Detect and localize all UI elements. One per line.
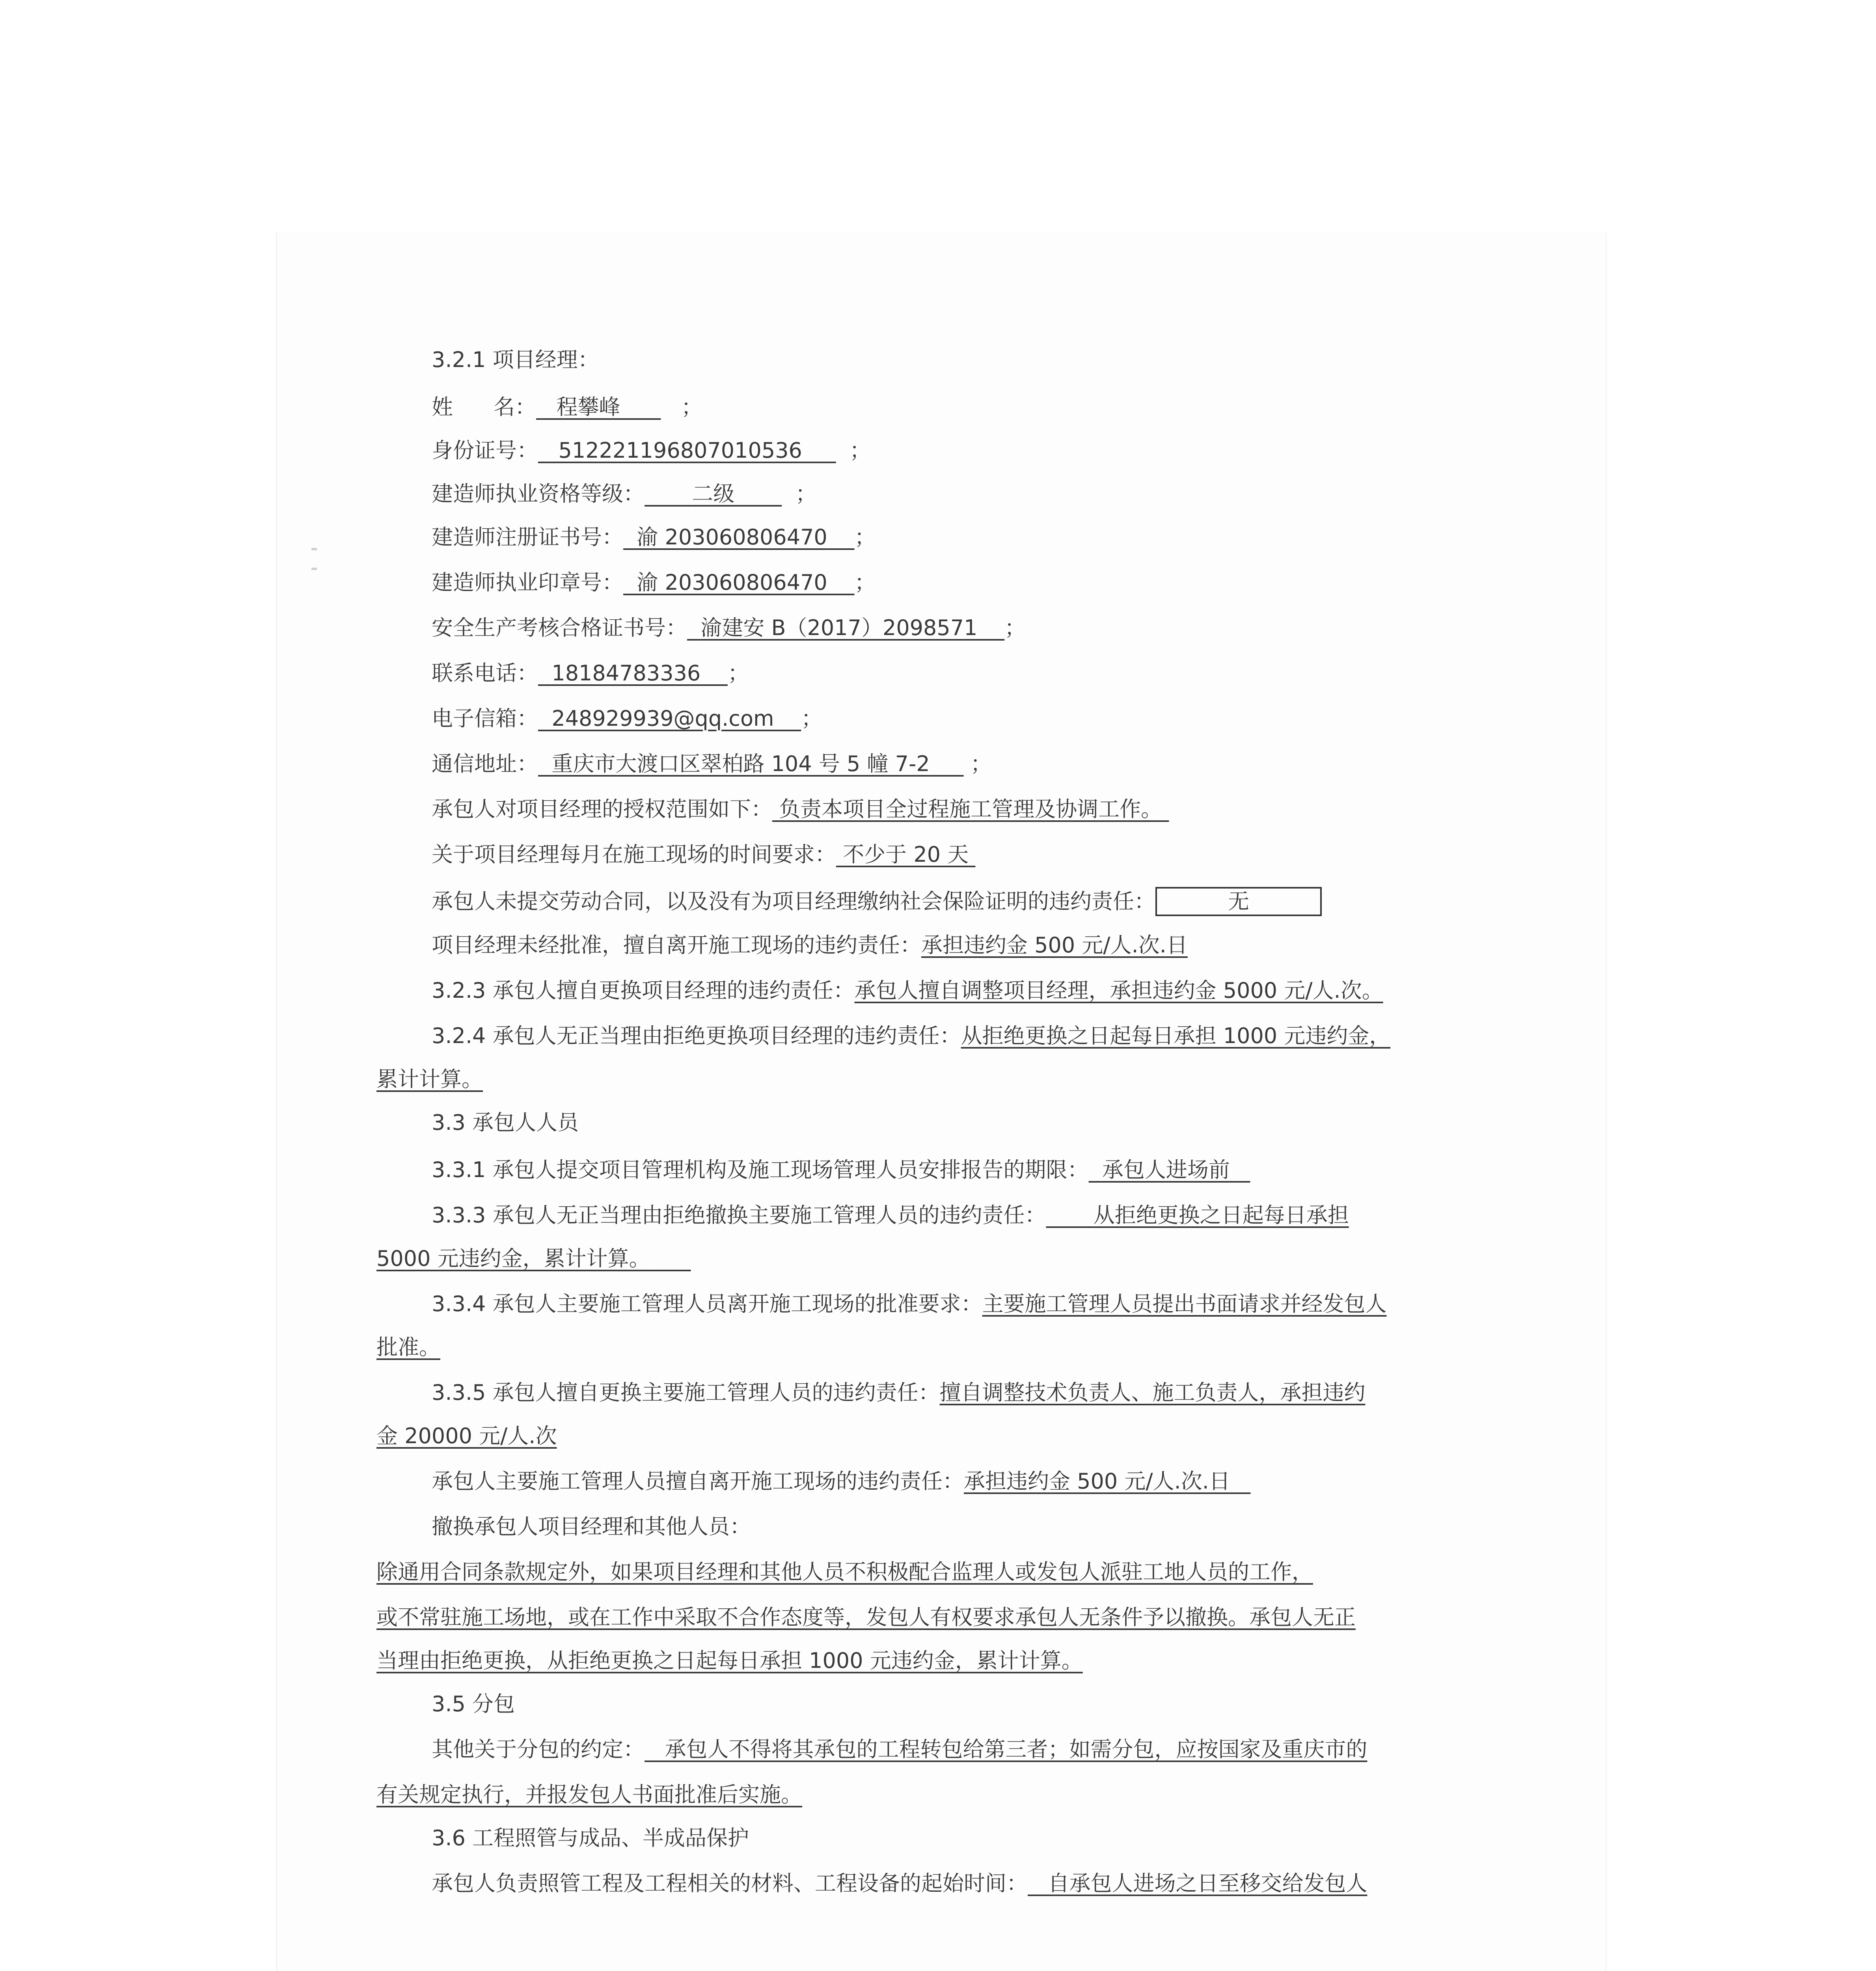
subcontract-cont: 有关规定执行，并报发包人书面批准后实施。: [376, 1782, 802, 1807]
name-value: 程攀峰: [556, 395, 620, 419]
section-3-2-4: 3.2.4 承包人无正当理由拒绝更换项目经理的违约责任：从拒绝更换之日起每日承担 1000 元违约金，: [432, 1023, 1391, 1048]
section-3-3-3: 3.3.3 承包人无正当理由拒绝撤换主要施工管理人员的违约责任： 从拒绝更换之日起每日承担: [432, 1203, 1349, 1228]
section-3-3-3-cont: 5000 元违约金，累计计算。: [376, 1246, 650, 1271]
section-3-3-4-value: 主要施工管理人员提出书面请求并经发包人: [982, 1291, 1387, 1316]
scan-mark: [311, 568, 317, 570]
care-row: 承包人负责照管工程及工程相关的材料、工程设备的起始时间： 自承包人进场之日至移交给发包人: [432, 1871, 1367, 1896]
section-3-3-1: 3.3.1 承包人提交项目管理机构及施工现场管理人员安排报告的期限： 承包人进场前: [432, 1157, 1250, 1183]
section-3-3-heading: 3.3 承包人人员: [432, 1110, 579, 1135]
seal-value: 渝 203060806470: [637, 570, 827, 595]
grade-row: 建造师执业资格等级： 二级 ；: [432, 481, 817, 506]
reg-row: 建造师注册证书号： 渝 203060806470 ；: [432, 525, 876, 550]
section-3-3-5-value: 擅自调整技术负责人、施工负责人，承担违约: [939, 1380, 1366, 1405]
leave-value: 承担违约金 500 元/人.次.日: [921, 933, 1188, 958]
email-row: 电子信箱： 248929939@qq.com ；: [432, 706, 823, 731]
site-time-row: 关于项目经理每月在施工现场的时间要求： 不少于 20 天: [432, 842, 975, 868]
section-3-2-4-value: 从拒绝更换之日起每日承担 1000 元违约金，: [961, 1023, 1391, 1048]
replace-paragraph-line-2: 或不常驻施工场地，或在工作中采取不合作态度等，发包人有权要求承包人无条件予以撤换。承包人无正: [376, 1605, 1356, 1630]
site-time-value: 不少于 20 天: [843, 842, 969, 867]
name-label: 姓 名：: [432, 395, 536, 419]
authorization-row: 承包人对项目经理的授权范围如下： 负责本项目全过程施工管理及协调工作。: [432, 796, 1169, 822]
replace-paragraph-line-1: 除通用合同条款规定外，如果项目经理和其他人员不积极配合监理人或发包人派驻工地人员的工作，: [376, 1559, 1313, 1584]
care-value: 自承包人进场之日至移交给发包人: [1048, 1871, 1367, 1896]
leave-row: 项目经理未经批准，擅自离开施工现场的违约责任：承担违约金 500 元/人.次.日: [432, 933, 1188, 958]
section-3-3-5-cont: 金 20000 元/人.次: [376, 1423, 557, 1448]
subcontract-row: 其他关于分包的约定： 承包人不得将其承包的工程转包给第三者；如需分包，应按国家及重庆市的: [432, 1737, 1367, 1762]
grade-value: 二级: [692, 481, 735, 506]
seal-row: 建造师执业印章号： 渝 203060806470 ；: [432, 570, 876, 595]
id-row: 身份证号： 512221196807010536 ；: [432, 438, 871, 463]
replace-heading: 撤换承包人项目经理和其他人员：: [432, 1514, 751, 1539]
email-value: 248929939@qq.com: [551, 706, 774, 731]
section-3-2-3: 3.2.3 承包人擅自更换项目经理的违约责任：承包人擅自调整项目经理，承担违约金 5000 元/人.次。: [432, 978, 1383, 1003]
name-row: 姓 名： 程攀峰 ；: [432, 395, 702, 419]
authorization-value: 负责本项目全过程施工管理及协调工作。: [779, 797, 1162, 822]
labor-contract-row: 承包人未提交劳动合同，以及没有为项目经理缴纳社会保险证明的违约责任： 无: [432, 887, 1322, 916]
address-row: 通信地址： 重庆市大渡口区翠柏路 104 号 5 幢 7-2 ；: [432, 751, 992, 776]
phone-row: 联系电话： 18184783336 ；: [432, 661, 749, 686]
section-3-3-4: 3.3.4 承包人主要施工管理人员离开施工现场的批准要求：主要施工管理人员提出书面请求并经发包人: [432, 1291, 1387, 1316]
address-value: 重庆市大渡口区翠柏路 104 号 5 幢 7-2: [551, 751, 930, 776]
safety-row: 安全生产考核合格证书号： 渝建安 B（2017）2098571 ；: [432, 615, 1026, 640]
scan-mark: [311, 548, 317, 550]
section-3-2-3-value: 承包人擅自调整项目经理，承担违约金 5000 元/人.次。: [854, 978, 1383, 1003]
section-3-6-heading: 3.6 工程照管与成品、半成品保护: [432, 1826, 749, 1850]
section-3-5-heading: 3.5 分包: [432, 1692, 515, 1716]
reg-value: 渝 203060806470: [637, 525, 827, 550]
subcontract-value: 承包人不得将其承包的工程转包给第三者；如需分包，应按国家及重庆市的: [665, 1737, 1367, 1762]
section-3-3-1-value: 承包人进场前: [1102, 1157, 1230, 1182]
absent-value: 承担违约金 500 元/人.次.日: [964, 1469, 1230, 1494]
phone-value: 18184783336: [551, 661, 701, 686]
absent-row: 承包人主要施工管理人员擅自离开施工现场的违约责任：承担违约金 500 元/人.次.日: [432, 1468, 1250, 1494]
replace-paragraph-line-3: 当理由拒绝更换，从拒绝更换之日起每日承担 1000 元违约金，累计计算。: [376, 1648, 1083, 1673]
safety-value: 渝建安 B（2017）2098571: [700, 615, 978, 640]
section-3-3-5: 3.3.5 承包人擅自更换主要施工管理人员的违约责任：擅自调整技术负责人、施工负责人，承担违约: [432, 1380, 1366, 1405]
section-3-3-4-cont: 批准。: [376, 1335, 440, 1360]
section-3-2-4-cont: 累计计算。: [376, 1067, 483, 1092]
section-3-3-3-value: 从拒绝更换之日起每日承担: [1093, 1203, 1349, 1228]
section-3-2-1-heading: 3.2.1 项目经理：: [432, 347, 599, 372]
labor-contract-value-box: 无: [1155, 887, 1322, 916]
id-value: 512221196807010536: [558, 438, 802, 463]
